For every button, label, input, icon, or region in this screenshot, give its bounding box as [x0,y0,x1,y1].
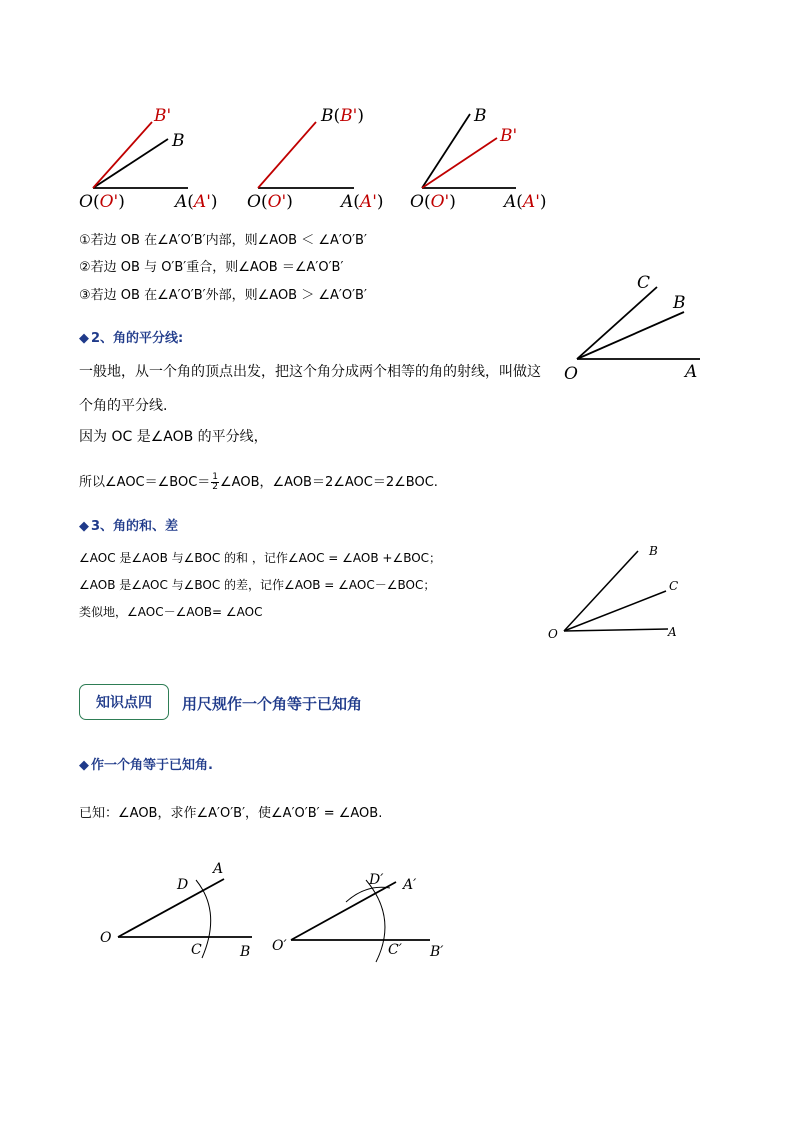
section-2-heading-text: 2、角的平分线: [91,331,184,346]
compare-line-2: ②若边 OB 与 O′B′重合，则∠AOB ＝∠A′O′B′ [79,260,344,275]
conclusion-suffix: ∠AOB，∠AOB＝2∠AOC＝2∠BOC. [220,474,438,490]
ray-ob [577,312,684,359]
paren-close: ) [286,192,293,212]
paren-open: ( [260,192,268,212]
label-o-prime: O' [430,192,450,212]
bisector-label-o: O [564,364,578,384]
label-o-group-2 [247,192,293,212]
paren-close: ) [210,192,218,212]
diamond-bullet-icon: ◆ [79,758,89,773]
section-3-heading [79,515,178,534]
label-b-prime-1: B' [154,106,172,126]
construct-label-d: D [177,877,189,893]
label-o: O [410,192,424,212]
similar-line: 类似地，∠AOC－∠AOB= ∠AOC [79,605,263,619]
label-a-group-1 [175,192,218,212]
paren-close: ) [449,192,456,212]
ray-ob-prime-3 [422,138,497,188]
label-a: A [341,192,354,212]
label-o-prime: O' [99,192,119,212]
construct-label-o-prime: O′ [272,938,287,954]
diamond-bullet-icon: ◆ [79,331,89,346]
knowledge-point-title: 用尺规作一个角等于已知角 [182,695,363,713]
label-a-prime: A' [522,192,540,212]
knowledge-point-badge: 知识点四 [79,684,169,720]
sumdiff-label-c: C [669,579,679,593]
section-2-heading [79,327,183,346]
sumdiff-label-b: B [649,544,658,558]
bisector-label-b: B [673,293,686,313]
label-b-prime: B' [340,106,358,126]
label-a: A [504,192,517,212]
label-o-group-1 [79,192,125,212]
label-b: B [321,106,334,126]
construct-label-a: A [213,861,224,877]
ray-ob-3 [422,114,470,188]
paren-close: ) [376,192,384,212]
right-ray-oa [291,882,396,940]
ray-oa [564,629,668,631]
conclusion-prefix: 所以∠AOC＝∠BOC＝ [79,474,211,490]
paren-open: ( [516,192,523,212]
label-b-prime-3: B' [500,126,518,146]
label-a-group-2 [341,192,384,212]
construct-heading [79,754,213,773]
sumdiff-label-o: O [548,627,558,641]
paren-close: ) [357,106,364,126]
construct-given: 已知：∠AOB，求作∠A′O′B′，使∠A′O′B′ = ∠AOB. [79,806,383,821]
paren-open: ( [423,192,431,212]
construct-label-o: O [100,930,112,946]
ray-ob-2 [258,122,316,188]
bisector-label-c: C [637,273,651,293]
label-o-group-3 [410,192,456,212]
ray-oc [564,591,666,631]
bisector-because: 因为 OC 是∠AOB 的平分线， [79,429,268,445]
sum-line: ∠AOC 是∠AOB 与∠BOC 的和 ，记作∠AOC = ∠AOB +∠BOC； [79,551,442,565]
label-b-1: B [172,131,185,151]
fraction-half [211,473,219,492]
label-a-prime: A' [359,192,377,212]
fraction-denominator: 2 [212,482,219,492]
paren-open: ( [92,192,100,212]
construct-label-a-prime: A′ [403,877,417,893]
bisector-definition-1: 一般地，从一个角的顶点出发，把这个角分成两个相等的角的射线，叫做这 [79,364,541,380]
label-o: O [79,192,93,212]
left-ray-oa [118,879,224,937]
bisector-conclusion [79,473,438,492]
diamond-bullet-icon: ◆ [79,519,89,534]
difference-line: ∠AOB 是∠AOC 与∠BOC 的差，记作∠AOB = ∠AOC－∠BOC； [79,578,436,592]
label-a: A [175,192,188,212]
section-3-heading-text: 3、角的和、差 [91,519,179,534]
construct-label-c: C [191,942,202,958]
right-arc-large [366,880,385,962]
ray-ob [564,551,638,631]
label-a-prime: A' [193,192,211,212]
label-o: O [247,192,261,212]
label-a-group-3 [504,192,547,212]
ray-oc [577,287,657,359]
label-o-prime: O' [267,192,287,212]
paren-open: ( [353,192,360,212]
construct-heading-text: 作一个角等于已知角. [91,758,213,773]
construction-diagram [0,850,794,980]
compare-line-3: ③若边 OB 在∠A′O′B′外部，则∠AOB ＞ ∠A′O′B′ [79,288,367,303]
construct-label-b: B [240,944,251,960]
construct-label-c-prime: C′ [388,942,402,958]
bisector-definition-2: 个角的平分线. [79,398,168,414]
compare-line-1: ①若边 OB 在∠A′O′B′内部，则∠AOB ＜ ∠A′O′B′ [79,233,367,248]
fraction-numerator: 1 [212,472,219,482]
paren-close: ) [539,192,547,212]
construct-label-b-prime: B′ [430,944,444,960]
paren-open: ( [333,106,341,126]
label-b-3: B [474,106,487,126]
construct-label-d-prime: D′ [369,872,384,888]
sumdiff-label-a: A [668,625,677,639]
paren-close: ) [118,192,125,212]
bisector-label-a: A [685,362,698,382]
paren-open: ( [187,192,194,212]
label-b-group-2 [321,106,364,126]
